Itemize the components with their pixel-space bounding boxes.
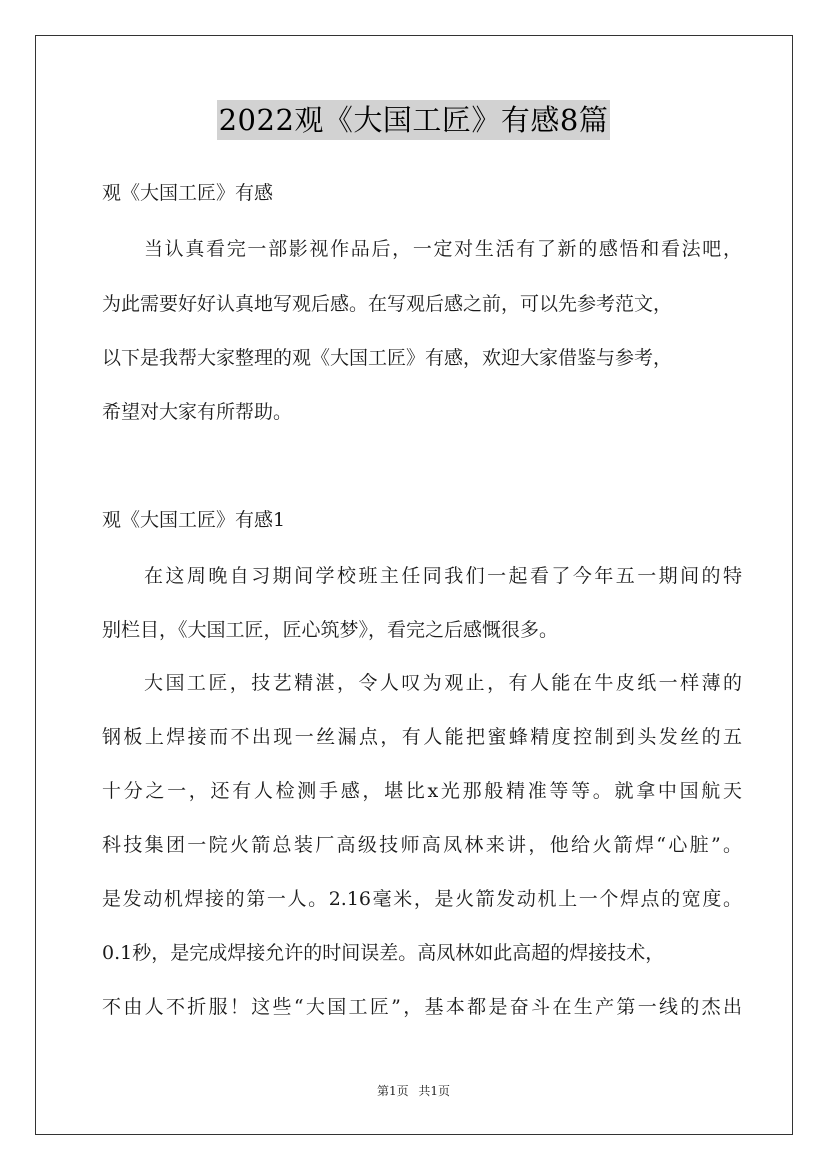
para2-line-1: 大国工匠，技艺精湛，令人叹为观止，有人能在牛皮纸一样薄的 [144,672,742,694]
page-footer [0,1083,827,1099]
para2-line-2: 钢板上焊接而不出现一丝漏点，有人能把蜜蜂精度控制到头发丝的五 [102,726,742,748]
title-container [0,100,827,140]
document-title: 2022观《大国工匠》有感8篇 [217,100,611,140]
intro-line-4: 希望对大家有所帮助。 [102,401,293,423]
page-total: 共1页 [418,1084,451,1098]
para2-line-7: 不由人不折服！这些“大国工匠”，基本都是奋斗在生产第一线的杰出 [102,996,742,1018]
section-heading: 观《大国工匠》有感1 [102,509,286,531]
subtitle: 观《大国工匠》有感 [102,182,274,204]
intro-line-1: 当认真看完一部影视作品后，一定对生活有了新的感悟和看法吧， [144,238,742,260]
para2-line-4: 科技集团一院火箭总装厂高级技师高凤林来讲，他给火箭焊“心脏”。 [102,834,742,856]
para2-line-3: 十分之一，还有人检测手感，堪比x光那般精准等等。就拿中国航天 [102,780,742,802]
para1-line-2: 别栏目，《大国工匠，匠心筑梦》，看完之后感慨很多。 [102,619,559,641]
page-number: 第1页 [376,1084,409,1098]
para1-line-1: 在这周晚自习期间学校班主任同我们一起看了今年五一期间的特 [144,565,742,587]
para2-line-5: 是发动机焊接的第一人。2.16毫米，是火箭发动机上一个焊点的宽度。 [102,888,742,910]
intro-line-2: 为此需要好好认真地写观后感。在写观后感之前，可以先参考范文， [102,293,673,315]
intro-line-3: 以下是我帮大家整理的观《大国工匠》有感，欢迎大家借鉴与参考， [102,347,673,369]
para2-line-6: 0.1秒，是完成焊接允许的时间误差。高凤林如此高超的焊接技术， [102,942,665,964]
